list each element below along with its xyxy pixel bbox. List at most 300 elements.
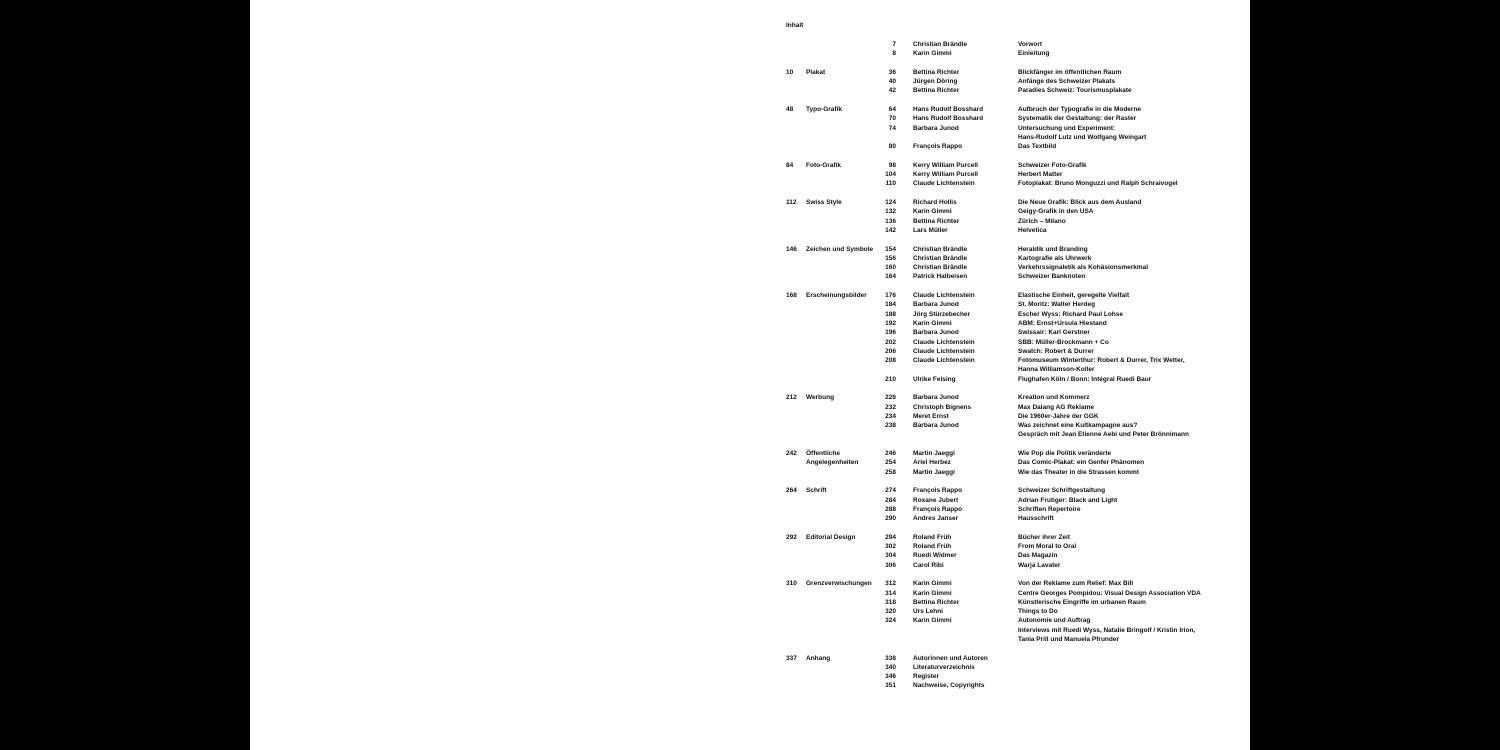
section-label — [786, 579, 876, 588]
entry-title: Schriften Repertoire — [1018, 505, 1081, 513]
entry-title: Gespräch mit Jean Etienne Aebi und Peter Brönnimann — [1018, 431, 1189, 439]
entry-page-number: 284 — [885, 496, 896, 504]
section-entries — [876, 40, 1250, 59]
entry-title: Die 1960er-Jahre der GGK — [1018, 412, 1099, 420]
section-name-line: Werbung — [806, 394, 835, 402]
entry-title: Schweizer Schriftgestaltung — [1018, 487, 1106, 495]
entry-title: Things to Do — [1018, 608, 1058, 616]
entry-title: Heraldik und Branding — [1018, 245, 1088, 253]
entry-page-number: 290 — [885, 515, 896, 523]
entry-page-number: 351 — [885, 682, 896, 690]
entry-author: Ariel Herbez — [913, 459, 951, 467]
entry-title: Herbert Matter — [1018, 171, 1063, 179]
entry-page-number: 176 — [885, 292, 896, 300]
entry-title: Fotoplakat: Bruno Monguzzi und Ralph Schraivogel — [1018, 180, 1178, 188]
entry-author — [896, 626, 1018, 635]
toc-entry-row — [876, 207, 1250, 216]
entry-page-number: 64 — [888, 106, 896, 114]
entry-author: François Rappo — [913, 487, 963, 495]
entry-title: Kartografie als Uhrwerk — [1018, 254, 1092, 262]
section-name — [806, 449, 876, 468]
entry-page-number: 306 — [885, 561, 896, 569]
entry-author: Barbara Junod — [913, 422, 959, 430]
toc-section — [786, 161, 1250, 189]
entry-author: Lars Müller — [913, 226, 948, 234]
entry-author: Barbara Junod — [913, 301, 959, 309]
section-entries — [876, 161, 1250, 189]
entry-title — [1018, 663, 1250, 672]
entry-author: Ruedi Widmer — [913, 552, 957, 560]
section-name — [806, 161, 876, 170]
section-name — [806, 533, 876, 542]
section-name-line: Erscheinungsbilder — [806, 292, 867, 300]
entry-title: Anfänge des Schweizer Plakats — [1018, 78, 1116, 86]
toc-entry-row — [876, 291, 1250, 300]
entry-page-number: 274 — [885, 487, 896, 495]
toc-section — [786, 654, 1250, 691]
entry-author: Bettina Richter — [913, 598, 960, 606]
entry-page-number: 340 — [885, 663, 896, 671]
toc-entry-row — [876, 561, 1250, 570]
entry-title: Geigy-Grafik in den USA — [1018, 208, 1094, 216]
entry-page-number: 8 — [892, 50, 896, 58]
entry-title: Schweizer Foto-Grafik — [1018, 161, 1087, 169]
section-label — [786, 68, 876, 77]
toc-entry-row — [876, 300, 1250, 309]
toc-entry-row — [876, 254, 1250, 263]
toc-entry-row — [876, 505, 1250, 514]
entry-title: Die Neue Grafik: Blick aus dem Ausland — [1018, 199, 1142, 207]
section-page-number: 337 — [786, 654, 797, 662]
entry-author: Jörg Stürzebecher — [913, 310, 971, 318]
toc-entry-row — [876, 105, 1250, 114]
entry-title: Hans-Rudolf Lutz und Wolfgang Weingart — [1018, 133, 1147, 141]
section-name-line: Swiss Style — [806, 199, 842, 207]
section-name — [806, 654, 876, 663]
toc-entry-row — [876, 579, 1250, 588]
section-name-line: Typo-Grafik — [806, 106, 842, 114]
entry-author: Bettina Richter — [913, 87, 960, 95]
entry-page-number: 226 — [885, 394, 896, 402]
toc-entry-row — [876, 133, 1250, 142]
entry-title: SBB: Müller-Brockmann + Co — [1018, 338, 1109, 346]
section-entries — [876, 579, 1250, 644]
entry-author: Bettina Richter — [913, 68, 960, 76]
toc-section — [786, 486, 1250, 523]
toc-entry-row — [876, 458, 1250, 467]
section-page-number: 242 — [786, 450, 797, 458]
section-entries — [876, 105, 1250, 151]
entry-page-number: 302 — [885, 543, 896, 551]
entry-page-number: 246 — [885, 450, 896, 458]
entry-page-number: 98 — [888, 161, 896, 169]
entry-page-number: 294 — [885, 533, 896, 541]
entry-page-number: 208 — [885, 357, 896, 365]
toc-section — [786, 449, 1250, 477]
toc-entry-row — [876, 589, 1250, 598]
entry-author: Roland Früh — [913, 533, 952, 541]
toc-entry-row — [876, 49, 1250, 58]
toc-section — [786, 198, 1250, 235]
entry-author: Christian Brändle — [913, 264, 968, 272]
entry-author: Karin Gimmi — [913, 319, 952, 327]
section-name-line: Editorial Design — [806, 533, 856, 541]
section-name-line: Schrift — [806, 487, 827, 495]
section-label — [786, 449, 876, 468]
toc-entry-row — [876, 514, 1250, 523]
section-page-number: 264 — [786, 487, 797, 495]
entry-page-number — [876, 430, 896, 439]
toc-entry-row — [876, 179, 1250, 188]
entry-author: Patrick Halbeisen — [913, 273, 968, 281]
entry-title: Zürich – Milano — [1018, 217, 1066, 225]
toc-entry-row — [876, 421, 1250, 430]
entry-page-number: 320 — [885, 608, 896, 616]
toc-section — [786, 40, 1250, 59]
entry-page-number: 74 — [888, 124, 896, 132]
toc-entry-row — [876, 170, 1250, 179]
section-label — [786, 161, 876, 170]
entry-page-number — [876, 635, 896, 644]
entry-author: Nachweise, Copyrights — [913, 682, 985, 690]
section-name — [806, 291, 876, 300]
toc-entry-row — [876, 533, 1250, 542]
toc-entry-row — [876, 77, 1250, 86]
entry-title: Centre Georges Pompidou: Visual Design Association VDA — [1018, 589, 1201, 597]
entry-page-number: 42 — [888, 87, 896, 95]
toc-entry-row — [876, 272, 1250, 281]
entry-title: Das Textbild — [1018, 143, 1057, 151]
section-page-number: 48 — [786, 106, 794, 114]
section-name-line: Zeichen und Symbole — [806, 245, 874, 253]
toc-entry-row — [876, 347, 1250, 356]
entry-page-number: 104 — [885, 171, 896, 179]
section-page-number: 212 — [786, 394, 797, 402]
entry-title: Schweizer Banknoten — [1018, 273, 1086, 281]
entry-title — [1018, 672, 1250, 681]
entry-author: Urs Lehni — [913, 608, 943, 616]
entry-title: Was zeichnet eine Kultkampagne aus? — [1018, 422, 1138, 430]
toc-entry-row — [876, 263, 1250, 272]
entry-page-number: 192 — [885, 319, 896, 327]
entry-author: Kerry William Purcell — [913, 161, 978, 169]
entry-page-number: 288 — [885, 505, 896, 513]
entry-page-number: 258 — [885, 468, 896, 476]
entry-author: Karin Gimmi — [913, 580, 952, 588]
section-name — [806, 245, 876, 254]
toc-entry-row — [876, 338, 1250, 347]
book-page — [250, 0, 1250, 750]
toc-section — [786, 579, 1250, 644]
entry-page-number: 196 — [885, 329, 896, 337]
entry-title: Hanna Williamson-Koller — [1018, 366, 1095, 374]
section-entries — [876, 449, 1250, 477]
toc-entry-row — [876, 551, 1250, 560]
entry-author: Barbara Junod — [913, 329, 959, 337]
toc-entry-row — [876, 542, 1250, 551]
entry-title: Escher Wyss: Richard Paul Lohse — [1018, 310, 1123, 318]
section-page-number: 168 — [786, 292, 797, 300]
entry-author: Jürgen Döring — [913, 78, 958, 86]
entry-title: Warja Lavater — [1018, 561, 1061, 569]
section-entries — [876, 486, 1250, 523]
entry-page-number: 232 — [885, 403, 896, 411]
toc-entry-row — [876, 114, 1250, 123]
entry-page-number: 184 — [885, 301, 896, 309]
entry-page-number: 238 — [885, 422, 896, 430]
entry-title: Flughafen Köln / Bonn: Intégral Ruedi Baur — [1018, 375, 1152, 383]
section-name-line: Foto-Grafik — [806, 161, 842, 169]
entry-title: Untersuchung und Experiment: — [1018, 124, 1116, 132]
entry-author: Christian Brändle — [913, 41, 968, 48]
entry-title: Bücher ihrer Zeit — [1018, 533, 1071, 541]
section-label — [786, 486, 876, 495]
section-name — [806, 579, 876, 588]
entry-author: Martin Jaeggi — [913, 468, 955, 476]
toc-entry-row — [876, 672, 1250, 681]
entry-page-number: 160 — [885, 264, 896, 272]
toc-entry-row — [876, 681, 1250, 690]
entry-page-number: 254 — [885, 459, 896, 467]
toc-body — [786, 40, 1250, 700]
section-label — [786, 291, 876, 300]
entry-author: Register — [913, 673, 940, 681]
entry-page-number: 124 — [885, 199, 896, 207]
entry-title: Systematik der Gestaltung: der Raster — [1018, 115, 1137, 123]
toc-entry-row — [876, 142, 1250, 151]
toc-entry-row — [876, 403, 1250, 412]
entry-page-number: 304 — [885, 552, 896, 560]
toc-entry-row — [876, 226, 1250, 235]
entry-title: Swissair: Karl Gerstner — [1018, 329, 1090, 337]
entry-author: Hans Rudolf Bosshard — [913, 106, 984, 114]
section-page-number: 112 — [786, 199, 797, 207]
section-entries — [876, 198, 1250, 235]
section-entries — [876, 291, 1250, 384]
entry-page-number: 154 — [885, 245, 896, 253]
toc-entry-row — [876, 412, 1250, 421]
entry-author — [896, 133, 1018, 142]
entry-title: Elastische Einheit, geregelte Vielfalt — [1018, 292, 1130, 300]
entry-page-number: 338 — [885, 654, 896, 662]
entry-author: Kerry William Purcell — [913, 171, 978, 179]
entry-title: From Moral to Oral — [1018, 543, 1077, 551]
toc-entry-row — [876, 393, 1250, 402]
entry-title: Interviews mit Ruedi Wyss, Natalie Bringolf / Kristin Irion, — [1018, 626, 1196, 634]
entry-author: Claude Lichtenstein — [913, 338, 975, 346]
toc-section — [786, 393, 1250, 439]
entry-author: Bettina Richter — [913, 217, 960, 225]
entry-page-number: 136 — [885, 217, 896, 225]
entry-page-number: 164 — [885, 273, 896, 281]
entry-page-number: 314 — [885, 589, 896, 597]
section-label — [786, 105, 876, 114]
entry-title: Wie Pop die Politik veränderte — [1018, 450, 1112, 458]
toc-entry-row — [876, 310, 1250, 319]
toc-entry-row — [876, 86, 1250, 95]
entry-page-number: 80 — [888, 143, 896, 151]
entry-page-number: 312 — [885, 580, 896, 588]
entry-title: Das Magazin — [1018, 552, 1058, 560]
section-name — [806, 198, 876, 207]
entry-author: Christoph Bignens — [913, 403, 972, 411]
toc-entry-row — [876, 626, 1250, 635]
entry-author: François Rappo — [913, 505, 963, 513]
section-label — [786, 533, 876, 542]
section-label — [786, 393, 876, 402]
toc-entry-row — [876, 124, 1250, 133]
entry-author: Autorinnen und Autoren — [913, 654, 988, 662]
entry-author: Martin Jaeggi — [913, 450, 955, 458]
section-entries — [876, 68, 1250, 96]
toc-section — [786, 68, 1250, 96]
entry-page-number: 210 — [885, 375, 896, 383]
entry-title: Aufbruch der Typografie in die Moderne — [1018, 106, 1142, 114]
entry-author: Claude Lichtenstein — [913, 347, 975, 355]
entry-page-number: 318 — [885, 598, 896, 606]
entry-title: ABM: Ernst+Ursula Hiestand — [1018, 319, 1107, 327]
section-entries — [876, 533, 1250, 570]
toc-entry-row — [876, 365, 1250, 374]
entry-author — [896, 430, 1018, 439]
section-entries — [876, 654, 1250, 691]
entry-author: Barbara Junod — [913, 124, 959, 132]
entry-page-number: 36 — [888, 68, 896, 76]
entry-author: Karin Gimmi — [913, 50, 952, 58]
section-name — [806, 105, 876, 114]
toc-entry-row — [876, 616, 1250, 625]
section-name-line: Grenzverwischungen — [806, 580, 872, 588]
toc-entry-row — [876, 40, 1250, 49]
entry-title: Swatch: Robert & Durrer — [1018, 347, 1094, 355]
entry-page-number: 40 — [888, 78, 896, 86]
entry-title: Blickfänger im öffentlichen Raum — [1018, 68, 1122, 76]
entry-author: Claude Lichtenstein — [913, 357, 975, 365]
entry-page-number — [876, 365, 896, 374]
entry-author: Karin Gimmi — [913, 617, 952, 625]
toc-entry-row — [876, 328, 1250, 337]
toc-section — [786, 291, 1250, 384]
entry-author: Meret Ernst — [913, 412, 949, 420]
toc-entry-row — [876, 486, 1250, 495]
toc-entry-row — [876, 635, 1250, 644]
toc-section — [786, 105, 1250, 151]
section-page-number: 146 — [786, 245, 797, 253]
section-page-number: 10 — [786, 68, 794, 76]
entry-title: Künstlerische Eingriffe im urbanen Raum — [1018, 598, 1146, 606]
entry-author: Claude Lichtenstein — [913, 292, 975, 300]
entry-title: Autonomie und Auftrag — [1018, 617, 1091, 625]
toc-entry-row — [876, 319, 1250, 328]
section-name-line: Öffentliche — [806, 450, 840, 458]
entry-author — [896, 635, 1018, 644]
entry-page-number: 234 — [885, 412, 896, 420]
entry-author: Karin Gimmi — [913, 208, 952, 216]
entry-title: Das Comic-Plakat: ein Genfer Phänomen — [1018, 459, 1145, 467]
toc-entry-row — [876, 198, 1250, 207]
entry-author: Christian Brändle — [913, 254, 968, 262]
entry-title: Max Dalang AG Reklame — [1018, 403, 1094, 411]
entry-author: Andres Janser — [913, 515, 959, 523]
entry-title: Einleitung — [1018, 50, 1050, 58]
entry-title: Fotomuseum Winterthur: Robert & Durrer, Trix Wetter, — [1018, 357, 1185, 365]
section-name-line: Angelegenheiten — [806, 459, 859, 467]
toc-section — [786, 533, 1250, 570]
toc-entry-row — [876, 245, 1250, 254]
entry-page-number: 202 — [885, 338, 896, 346]
section-name — [806, 486, 876, 495]
toc-entry-row — [876, 663, 1250, 672]
toc-section — [786, 245, 1250, 282]
toc-entry-row — [876, 598, 1250, 607]
entry-title: Paradies Schweiz: Tourismusplakate — [1018, 87, 1132, 95]
entry-page-number: 142 — [885, 226, 896, 234]
entry-author: Christian Brändle — [913, 245, 968, 253]
entry-title: St. Moritz: Walter Herdeg — [1018, 301, 1096, 309]
toc-entry-row — [876, 161, 1250, 170]
section-label — [786, 245, 876, 254]
section-label — [786, 654, 876, 663]
entry-title: Helvetica — [1018, 226, 1047, 234]
entry-author: Roland Früh — [913, 543, 952, 551]
section-name — [806, 68, 876, 77]
toc-entry-row — [876, 468, 1250, 477]
entry-title: Kreation und Kommerz — [1018, 394, 1090, 402]
entry-title: Tania Prill und Manuela Pfrunder — [1018, 636, 1120, 643]
entry-page-number: 324 — [885, 617, 896, 625]
entry-page-number — [876, 626, 896, 635]
entry-page-number — [876, 133, 896, 142]
section-page-number: 292 — [786, 533, 797, 541]
section-name-line: Anhang — [806, 654, 831, 662]
toc-entry-row — [876, 430, 1250, 439]
entry-author: Literaturverzeichnis — [913, 663, 975, 671]
entry-title: Vorwort — [1018, 41, 1043, 48]
entry-title: Hausschrift — [1018, 515, 1054, 523]
toc-entry-row — [876, 217, 1250, 226]
section-name-line: Plakat — [806, 68, 826, 76]
entry-page-number: 70 — [888, 115, 896, 123]
entry-author — [896, 365, 1018, 374]
entry-page-number: 132 — [885, 208, 896, 216]
page-title: Inhalt — [786, 22, 804, 29]
section-entries — [876, 245, 1250, 282]
entry-title: Verkehrssignaletik als Kohäsionsmerkmal — [1018, 264, 1149, 272]
entry-page-number: 110 — [885, 180, 896, 188]
section-name — [806, 393, 876, 402]
entry-author: Ulrike Felsing — [913, 375, 956, 383]
entry-title — [1018, 681, 1250, 690]
section-entries — [876, 393, 1250, 439]
entry-page-number: 346 — [885, 673, 896, 681]
entry-author: Claude Lichtenstein — [913, 180, 975, 188]
section-page-number: 84 — [786, 161, 794, 169]
entry-title — [1018, 654, 1250, 663]
entry-title: Wie das Theater in die Strassen kommt — [1018, 468, 1139, 476]
entry-page-number: 188 — [885, 310, 896, 318]
entry-author: François Rappo — [913, 143, 963, 151]
entry-author: Hans Rudolf Bosshard — [913, 115, 984, 123]
entry-author: Roxane Jubert — [913, 496, 959, 504]
entry-title: Adrian Frutiger: Black and Light — [1018, 496, 1118, 504]
entry-author: Carol Ribi — [913, 561, 944, 569]
section-page-number: 310 — [786, 580, 797, 588]
toc-entry-row — [876, 68, 1250, 77]
entry-author: Karin Gimmi — [913, 589, 952, 597]
entry-page-number: 156 — [885, 254, 896, 262]
toc-entry-row — [876, 654, 1250, 663]
toc-entry-row — [876, 607, 1250, 616]
